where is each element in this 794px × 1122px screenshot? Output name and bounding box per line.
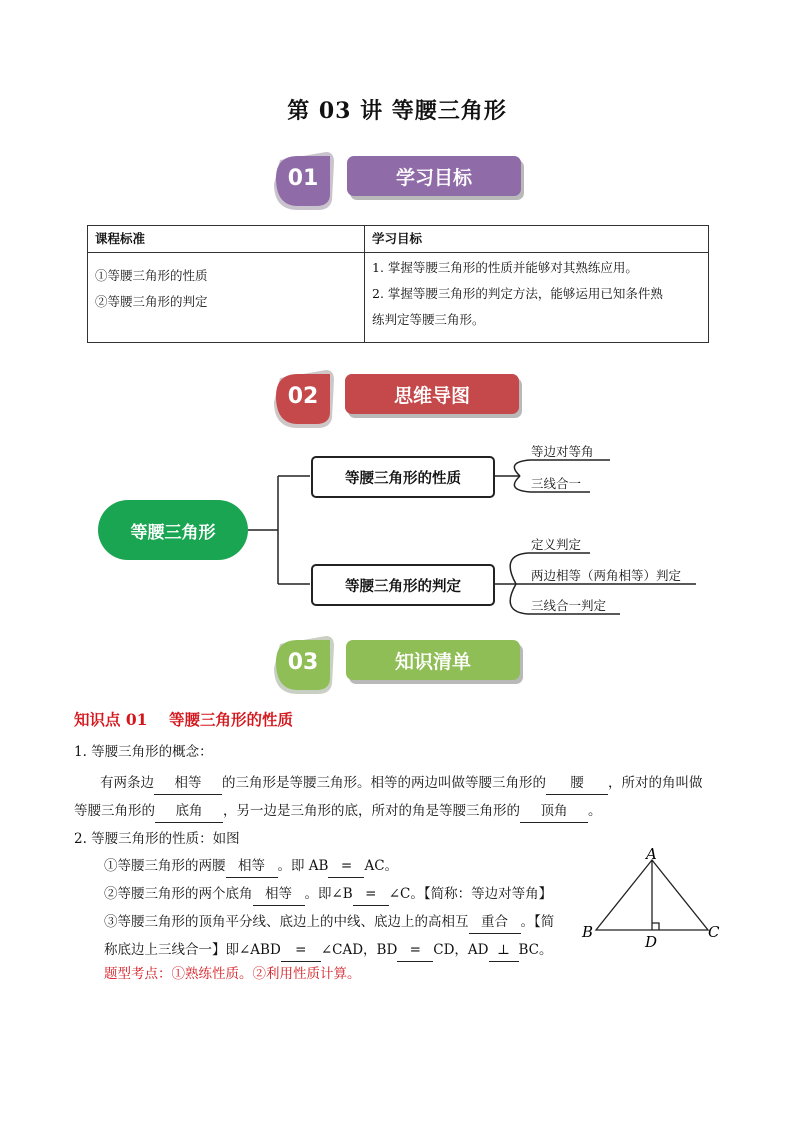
mindmap-leaf: 两边相等（两角相等）判定 [531, 568, 682, 583]
section-number-03: 03 [287, 650, 319, 675]
concept-item: 1. 等腰三角形的概念： [74, 744, 213, 760]
fill-blank: 重合 [469, 911, 521, 934]
standard-item: ①等腰三角形的性质 [95, 268, 208, 283]
fill-blank: 相等 [226, 855, 278, 878]
vertex-label-c: C [708, 923, 720, 941]
mindmap-root: 等腰三角形 [98, 500, 248, 560]
fill-blank: 腰 [546, 772, 608, 795]
mindmap-leaf: 三线合一 [531, 476, 582, 491]
property-list: ①等腰三角形的两腰 相等 。即 AB = AC。 ②等腰三角形的两个底角 相等 。即∠B = ∠C。【简称：等边对等角】 ③等腰三角形的顶角平分线、底边上的中线、底边上的高相互 重合 。【简 称底边上三线合一】即∠ABD = ∠CAD，BD = CD，AD ⊥ BC。 [104, 855, 588, 962]
isosceles-triangle-figure [578, 846, 728, 950]
mindmap-node-properties: 等腰三角形的性质 [311, 456, 495, 498]
mindmap-leaf: 定义判定 [531, 537, 582, 552]
goal-line: 1. 掌握等腰三角形的性质并能够对其熟练应用。 [372, 260, 638, 275]
section-banner-01: 学习目标 [347, 156, 521, 196]
fill-blank: 相等 [154, 772, 222, 795]
fill-blank: 相等 [253, 883, 305, 906]
table-header-goal: 学习目标 [365, 226, 709, 253]
vertex-label-d: D [645, 933, 658, 950]
fill-blank: = [328, 855, 364, 878]
fill-blank: ⊥ [489, 939, 519, 962]
section-number-01: 01 [287, 166, 319, 191]
mindmap-node-criteria: 等腰三角形的判定 [311, 564, 495, 606]
mindmap-leaf: 三线合一判定 [531, 598, 607, 613]
exam-points: 题型考点：①熟练性质。②利用性质计算。 [104, 966, 361, 982]
section-number-02: 02 [287, 384, 319, 409]
fill-blank: 顶角 [520, 800, 588, 823]
knowledge-heading: 知识点 01 等腰三角形的性质 [74, 710, 294, 729]
section-banner-03: 知识清单 [346, 640, 520, 680]
property-item: 2. 等腰三角形的性质：如图 [74, 831, 240, 847]
fill-blank: = [281, 939, 321, 962]
fill-blank: 底角 [155, 800, 223, 823]
mindmap-leaf: 等边对等角 [531, 444, 594, 459]
section-banner-02: 思维导图 [345, 374, 519, 414]
goal-line: 练判定等腰三角形。 [372, 312, 485, 327]
table-header-standard: 课程标准 [88, 226, 365, 253]
goal-line: 2. 掌握等腰三角形的判定方法，能够运用已知条件熟 [372, 286, 663, 301]
page-title: 第 03 讲 等腰三角形 [287, 98, 507, 124]
fill-blank: = [397, 939, 433, 962]
vertex-label-b: B [582, 923, 594, 941]
vertex-label-a: A [646, 846, 657, 863]
fill-blank: = [353, 883, 389, 906]
concept-paragraph: 有两条边 相等 的三角形是等腰三角形。相等的两边叫做等腰三角形的 腰 ，所对的角叫做 等腰三角形的 底角 ，另一边是三角形的底，所对的角是等腰三角形的 顶角 。 [74, 772, 734, 823]
standard-item: ②等腰三角形的判定 [95, 294, 208, 309]
